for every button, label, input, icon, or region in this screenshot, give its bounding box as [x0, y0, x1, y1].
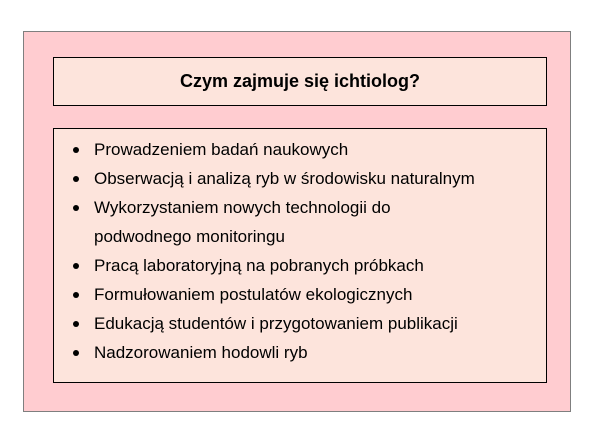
- bullet-icon: [73, 263, 79, 269]
- bullet-icon: [73, 176, 79, 182]
- list-box: [53, 128, 547, 383]
- list-item: [54, 338, 546, 367]
- bullet-icon: [73, 292, 79, 298]
- list-item: [54, 164, 546, 193]
- bullet-list: [54, 129, 546, 367]
- slide-panel: [23, 31, 571, 412]
- list-item-text: Edukacją studentów i przygotowaniem publikacji: [94, 314, 458, 333]
- list-item-text-continuation: podwodnego monitoringu: [94, 227, 285, 246]
- bullet-icon: [73, 321, 79, 327]
- list-item: [54, 193, 546, 251]
- title-box: [53, 57, 547, 106]
- list-item-text: Obserwacją i analizą ryb w środowisku naturalnym: [94, 169, 475, 188]
- list-item-text: Formułowaniem postulatów ekologicznych: [94, 285, 413, 304]
- list-item: [54, 135, 546, 164]
- list-item-text: Pracą laboratoryjną na pobranych próbkach: [94, 256, 424, 275]
- list-item-text: Prowadzeniem badań naukowych: [94, 140, 349, 159]
- list-item: [54, 280, 546, 309]
- page-title: Czym zajmuje się ichtiolog?: [179, 71, 421, 91]
- list-item-text: Wykorzystaniem nowych technologii do: [94, 198, 391, 217]
- bullet-icon: [73, 205, 79, 211]
- bullet-icon: [73, 350, 79, 356]
- list-item: [54, 309, 546, 338]
- bullet-icon: [73, 147, 79, 153]
- list-item-text: Nadzorowaniem hodowli ryb: [94, 343, 308, 362]
- list-item: [54, 251, 546, 280]
